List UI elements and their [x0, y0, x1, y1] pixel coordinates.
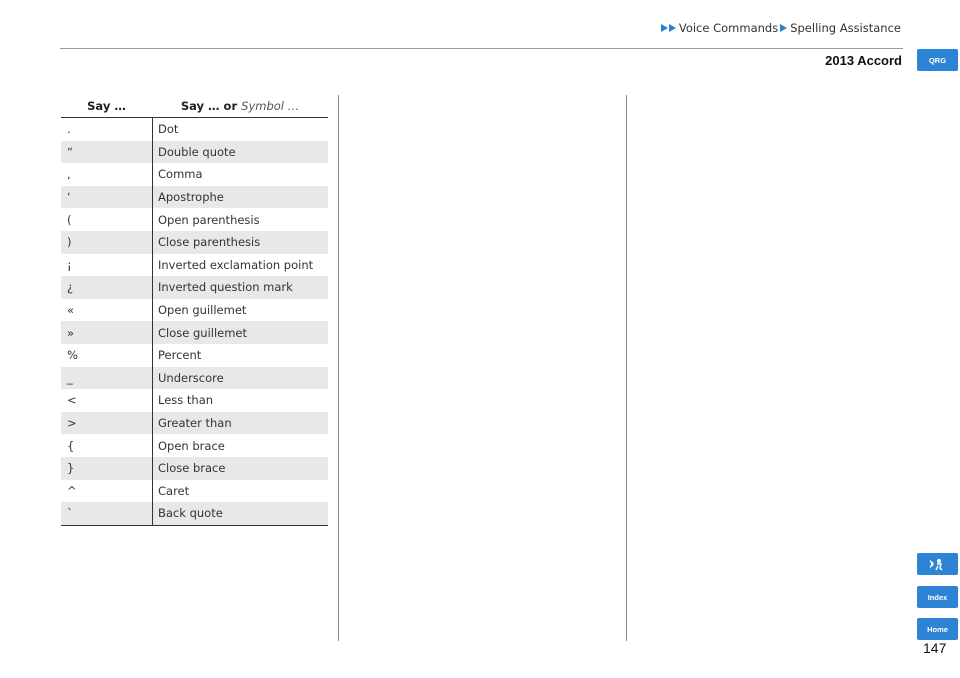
symbol-cell: , [67, 167, 71, 182]
symbol-name-cell: Greater than [152, 412, 328, 435]
table-body [61, 118, 328, 525]
symbol-cell: { [67, 438, 75, 453]
breadcrumb-item-voice-commands[interactable]: Voice Commands [678, 21, 779, 35]
symbol-name-cell: Dot [152, 118, 328, 141]
symbol-name-cell: Double quote [152, 141, 328, 164]
symbol-cell: % [67, 348, 78, 363]
voice-command-tab[interactable] [917, 553, 958, 575]
table-bottom-rule [61, 525, 328, 526]
column-divider [338, 95, 339, 641]
table-row [61, 389, 328, 412]
table-row [61, 208, 328, 231]
symbol-cell: ¿ [67, 280, 74, 295]
table-row [61, 367, 328, 390]
column-divider [626, 95, 627, 641]
symbol-cell: « [67, 303, 75, 318]
symbol-cell: ` [67, 506, 73, 521]
table-row [61, 276, 328, 299]
header-say: Say … [87, 98, 126, 113]
symbol-name-cell: Percent [152, 344, 328, 367]
symbol-name-cell: Inverted question mark [152, 276, 328, 299]
table-row [61, 163, 328, 186]
model-title: 2013 Accord [825, 53, 902, 68]
table-row [61, 434, 328, 457]
symbol-cell: ^ [67, 483, 77, 498]
symbol-cell: ( [67, 212, 72, 227]
symbol-cell: > [67, 416, 77, 431]
symbol-name-cell: Comma [152, 163, 328, 186]
symbol-cell: “ [67, 144, 73, 159]
symbol-cell: ) [67, 235, 72, 250]
symbol-table [61, 94, 328, 526]
header-say-or-symbol [152, 99, 328, 113]
symbol-cell: _ [67, 370, 73, 385]
breadcrumb-arrow-icon [780, 24, 787, 32]
index-tab[interactable]: Index [917, 586, 958, 608]
header-rule [60, 48, 903, 49]
table-row [61, 186, 328, 209]
symbol-cell: ¡ [67, 257, 72, 272]
page-number: 147 [923, 640, 947, 656]
table-row [61, 344, 328, 367]
header-symbol: Symbol … [241, 98, 300, 113]
symbol-name-cell: Open brace [152, 434, 328, 457]
table-row [61, 480, 328, 503]
symbol-name-cell: Underscore [152, 367, 328, 390]
table-row [61, 141, 328, 164]
symbol-name-cell: Close guillemet [152, 321, 328, 344]
symbol-name-cell: Close brace [152, 457, 328, 480]
symbol-cell: . [67, 122, 71, 137]
symbol-name-cell: Less than [152, 389, 328, 412]
breadcrumb-arrow-icon [661, 24, 668, 32]
symbol-name-cell: Open guillemet [152, 299, 328, 322]
symbol-cell: » [67, 325, 75, 340]
symbol-name-cell: Caret [152, 480, 328, 503]
table-row [61, 254, 328, 277]
symbol-name-cell: Close parenthesis [152, 231, 328, 254]
symbol-cell: < [67, 393, 77, 408]
breadcrumb-arrow-icon [669, 24, 676, 32]
symbol-name-cell: Open parenthesis [152, 208, 328, 231]
table-header [61, 94, 328, 118]
home-tab[interactable]: Home [917, 618, 958, 640]
breadcrumb [661, 21, 903, 35]
table-row [61, 231, 328, 254]
voice-command-icon [929, 557, 947, 571]
header-say-or: Say … or [180, 98, 238, 113]
table-row [61, 412, 328, 435]
table-row [61, 502, 328, 525]
symbol-name-cell: Back quote [152, 502, 328, 525]
symbol-cell: ‘ [67, 190, 71, 205]
breadcrumb-item-spelling-assistance[interactable]: Spelling Assistance [790, 21, 901, 35]
qrg-tab[interactable]: QRG [917, 49, 958, 71]
table-row [61, 321, 328, 344]
symbol-name-cell: Inverted exclamation point [152, 254, 328, 277]
symbol-cell: } [67, 461, 75, 476]
symbol-name-cell: Apostrophe [152, 186, 328, 209]
table-row [61, 299, 328, 322]
table-row [61, 457, 328, 480]
table-row [61, 118, 328, 141]
